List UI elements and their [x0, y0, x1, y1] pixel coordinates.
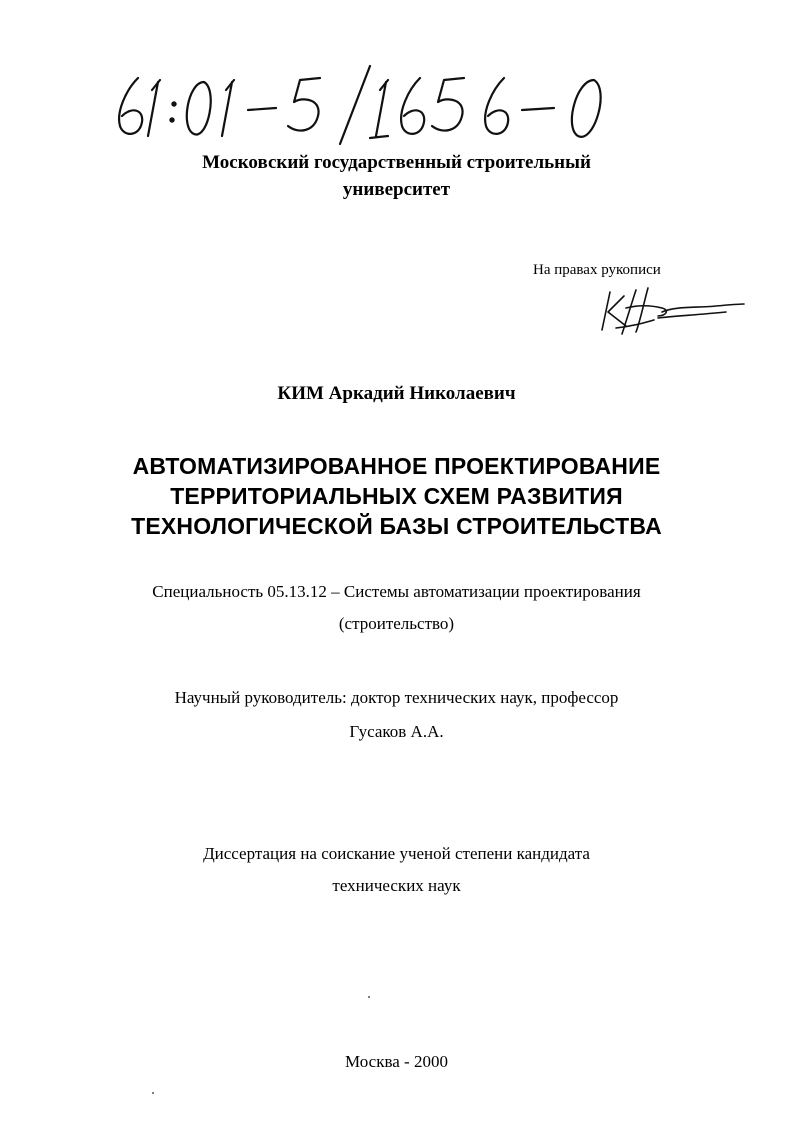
specialty-line-1: Специальность 05.13.12 – Системы автоматизации проектирования: [152, 582, 641, 601]
dissertation-line-1: Диссертация на соискание ученой степени кандидата: [203, 844, 590, 863]
scan-speck: [152, 1092, 154, 1094]
manuscript-note: На правах рукописи: [533, 262, 661, 278]
dissertation-title: [0, 451, 793, 541]
author-signature: [596, 282, 746, 337]
university-line-2: университет: [342, 179, 451, 200]
university-name: [0, 149, 793, 203]
scan-speck: [368, 996, 370, 998]
title-line-2: ТЕРРИТОРИАЛЬНЫХ СХЕМ РАЗВИТИЯ: [170, 483, 623, 509]
handwritten-inventory-number: [108, 60, 628, 145]
city-year: Москва - 2000: [345, 1052, 448, 1071]
specialty-line-2: (строительство): [338, 614, 455, 633]
dissertation-degree: [0, 838, 793, 902]
specialty: [0, 576, 793, 640]
university-line-1: Московский государственный строительный: [202, 152, 591, 173]
scientific-supervisor: [0, 681, 793, 749]
title-line-3: ТЕХНОЛОГИЧЕСКОЙ БАЗЫ СТРОИТЕЛЬСТВА: [131, 513, 662, 539]
dissertation-line-2: технических наук: [332, 876, 461, 895]
author-name: КИМ Аркадий Николаевич: [277, 383, 516, 404]
title-line-1: АВТОМАТИЗИРОВАННОЕ ПРОЕКТИРОВАНИЕ: [132, 453, 661, 479]
supervisor-line-2: Гусаков А.А.: [349, 722, 444, 741]
supervisor-line-1: Научный руководитель: доктор технических наук, профессор: [174, 688, 619, 707]
